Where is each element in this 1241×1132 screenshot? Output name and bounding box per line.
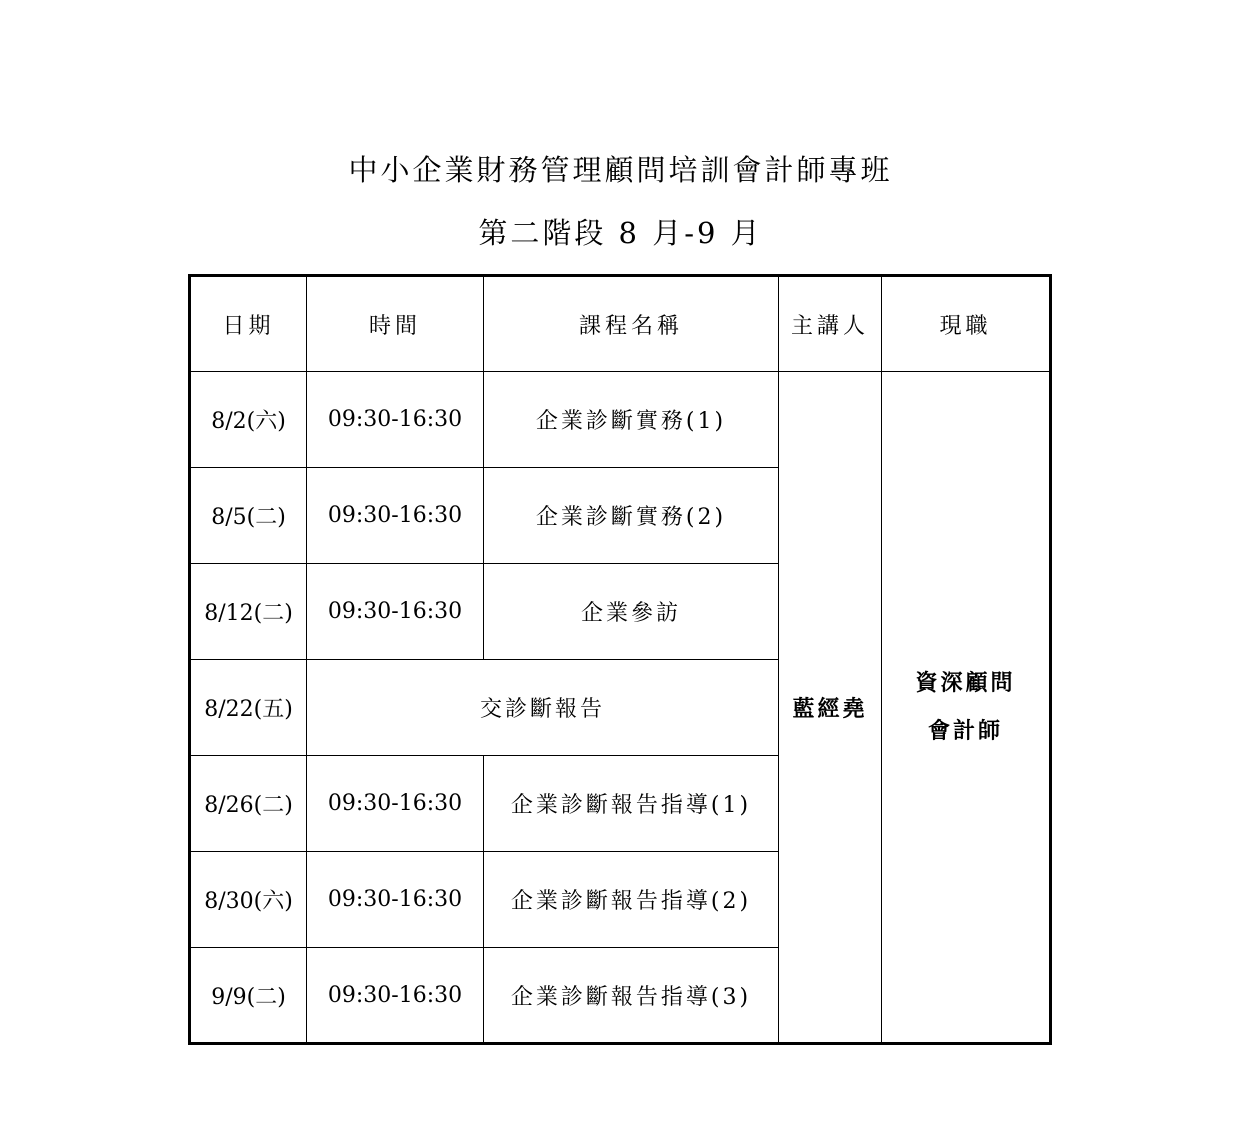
speaker-cell: 藍經堯: [779, 372, 882, 1044]
date-cell: 8/12(二): [190, 564, 307, 660]
header-course: 課程名稱: [484, 276, 779, 372]
schedule-table: [188, 274, 1052, 1045]
time-cell: 09:30-16:30: [307, 756, 484, 852]
course-cell: 企業診斷報告指導(2): [484, 852, 779, 948]
header-time: 時間: [307, 276, 484, 372]
table-header-row: [190, 276, 1051, 372]
time-cell: 09:30-16:30: [307, 372, 484, 468]
time-cell: 09:30-16:30: [307, 948, 484, 1044]
header-position: 現職: [882, 276, 1051, 372]
position-line-1: 資深顧問: [915, 670, 1016, 696]
time-cell: 09:30-16:30: [307, 468, 484, 564]
date-cell: 8/30(六): [190, 852, 307, 948]
header-date: 日期: [190, 276, 307, 372]
date-cell: 8/22(五): [190, 660, 307, 756]
position-cell: [882, 372, 1051, 1044]
course-cell: 企業參訪: [484, 564, 779, 660]
date-cell: 9/9(二): [190, 948, 307, 1044]
course-cell: 企業診斷實務(1): [484, 372, 779, 468]
course-cell: 企業診斷報告指導(1): [484, 756, 779, 852]
document-title: 中小企業財務管理顧問培訓會計師專班: [348, 153, 893, 187]
position-line-2: 會計師: [927, 718, 1003, 744]
merged-cell: 交診斷報告: [307, 660, 779, 756]
course-cell: 企業診斷實務(2): [484, 468, 779, 564]
table-row: [190, 372, 1051, 468]
date-cell: 8/26(二): [190, 756, 307, 852]
date-cell: 8/5(二): [190, 468, 307, 564]
header-speaker: 主講人: [779, 276, 882, 372]
time-cell: 09:30-16:30: [307, 564, 484, 660]
course-cell: 企業診斷報告指導(3): [484, 948, 779, 1044]
date-cell: 8/2(六): [190, 372, 307, 468]
time-cell: 09:30-16:30: [307, 852, 484, 948]
document-subtitle: 第二階段 8 月-9 月: [478, 216, 763, 250]
